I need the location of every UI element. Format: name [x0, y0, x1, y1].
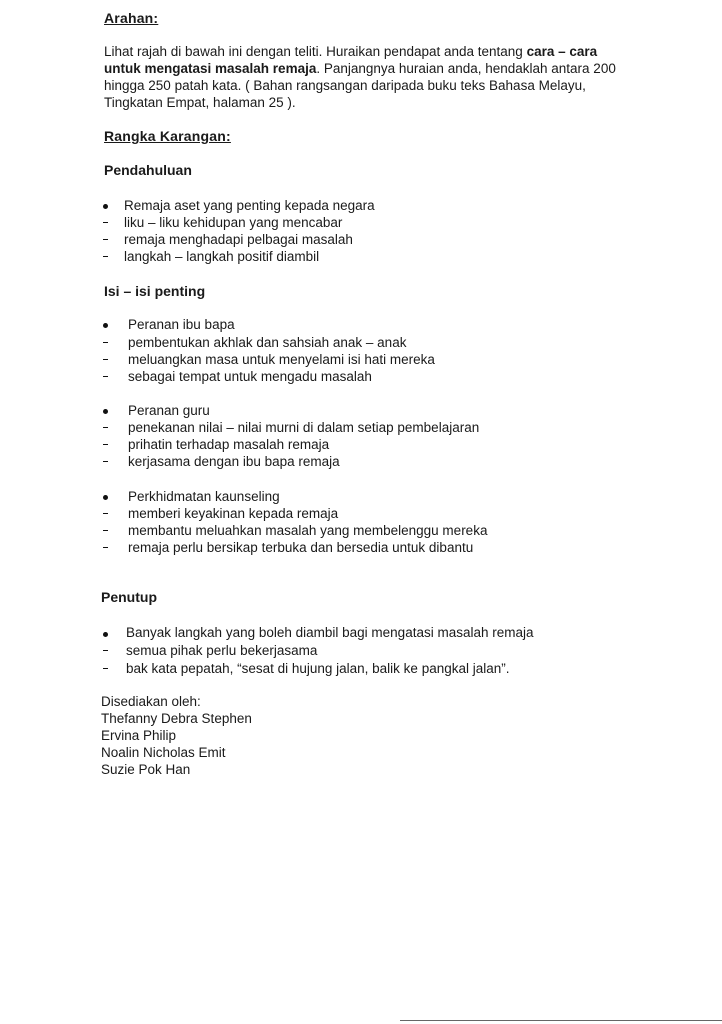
penutup-point-1: semua pihak perlu bekerjasama: [126, 643, 318, 658]
dash-marker: [103, 668, 108, 669]
isi-group-2-point-1: penekanan nilai – nilai murni di dalam setiap pembelajaran: [128, 420, 480, 435]
isi-group-2-point-2: prihatin terhadap masalah remaja: [128, 437, 330, 452]
pendahuluan-point-2: remaja menghadapi pelbagai masalah: [124, 232, 353, 247]
dash-marker: [103, 461, 108, 462]
isi-group-2-point-3: kerjasama dengan ibu bapa remaja: [128, 454, 340, 469]
penutup-point-2: bak kata pepatah, “sesat di hujung jalan, balik ke pangkal jalan”.: [126, 661, 510, 676]
isi-group-1-point-1: pembentukan akhlak dan sahsiah anak – anak: [128, 335, 407, 350]
dash-marker: [103, 650, 108, 651]
penutup-heading: Penutup: [101, 589, 157, 605]
isi-group-1-point-3: sebagai tempat untuk mengadu masalah: [128, 369, 372, 384]
bullet-marker: [103, 495, 108, 500]
prepared-by-label: Disediakan oleh:: [101, 694, 201, 709]
isi-group-3-title: Perkhidmatan kaunseling: [128, 489, 280, 504]
arahan-heading: Arahan:: [104, 10, 159, 26]
arahan-bold: cara – cara untuk mengatasi masalah remaja: [104, 44, 598, 76]
isi-group-1-point-2: meluangkan masa untuk menyelami isi hati mereka: [128, 352, 435, 367]
penutup-bullet: Banyak langkah yang boleh diambil bagi mengatasi masalah remaja: [126, 625, 534, 640]
bullet-marker: [103, 409, 108, 414]
dash-marker: [103, 256, 108, 257]
author-name: Suzie Pok Han: [101, 762, 191, 777]
isi-group-1-title: Peranan ibu bapa: [128, 317, 235, 332]
rangka-heading: Rangka Karangan:: [104, 128, 231, 144]
dash-marker: [103, 444, 108, 445]
author-name: Thefanny Debra Stephen: [101, 711, 252, 726]
isi-group-3-point-2: membantu meluahkan masalah yang membelenggu mereka: [128, 523, 488, 538]
dash-marker: [103, 342, 108, 343]
dash-marker: [103, 239, 108, 240]
arahan-text-2: . Panjangnya huraian anda, hendaklah antara 200 hingga 250 patah kata. ( Bahan rangsangan daripada buku teks Bahasa Melayu, Tingkatan Empat, halaman 25 ).: [104, 61, 616, 110]
dash-marker: [103, 359, 108, 360]
dash-marker: [103, 427, 108, 428]
isi-group-3-point-1: memberi keyakinan kepada remaja: [128, 506, 339, 521]
dash-marker: [103, 222, 108, 223]
isi-heading: Isi – isi penting: [104, 283, 206, 299]
arahan-paragraph: [104, 43, 624, 111]
dash-marker: [103, 530, 108, 531]
bullet-marker: [103, 632, 108, 637]
author-name: Ervina Philip: [101, 728, 177, 743]
pendahuluan-point-3: langkah – langkah positif diambil: [124, 249, 320, 264]
bullet-marker: [103, 204, 108, 209]
pendahuluan-bullet: Remaja aset yang penting kepada negara: [124, 198, 375, 213]
pendahuluan-point-1: liku – liku kehidupan yang mencabar: [124, 215, 343, 230]
isi-group-2-title: Peranan guru: [128, 403, 210, 418]
pendahuluan-heading: Pendahuluan: [104, 162, 192, 178]
author-name: Noalin Nicholas Emit: [101, 745, 226, 760]
dash-marker: [103, 376, 108, 377]
bottom-edge-rule: [400, 1020, 722, 1021]
isi-group-3-point-3: remaja perlu bersikap terbuka dan bersedia untuk dibantu: [128, 540, 474, 555]
arahan-text-1: Lihat rajah di bawah ini dengan teliti. Huraikan pendapat anda tentang: [104, 44, 527, 59]
dash-marker: [103, 547, 108, 548]
bullet-marker: [103, 323, 108, 328]
dash-marker: [103, 513, 108, 514]
